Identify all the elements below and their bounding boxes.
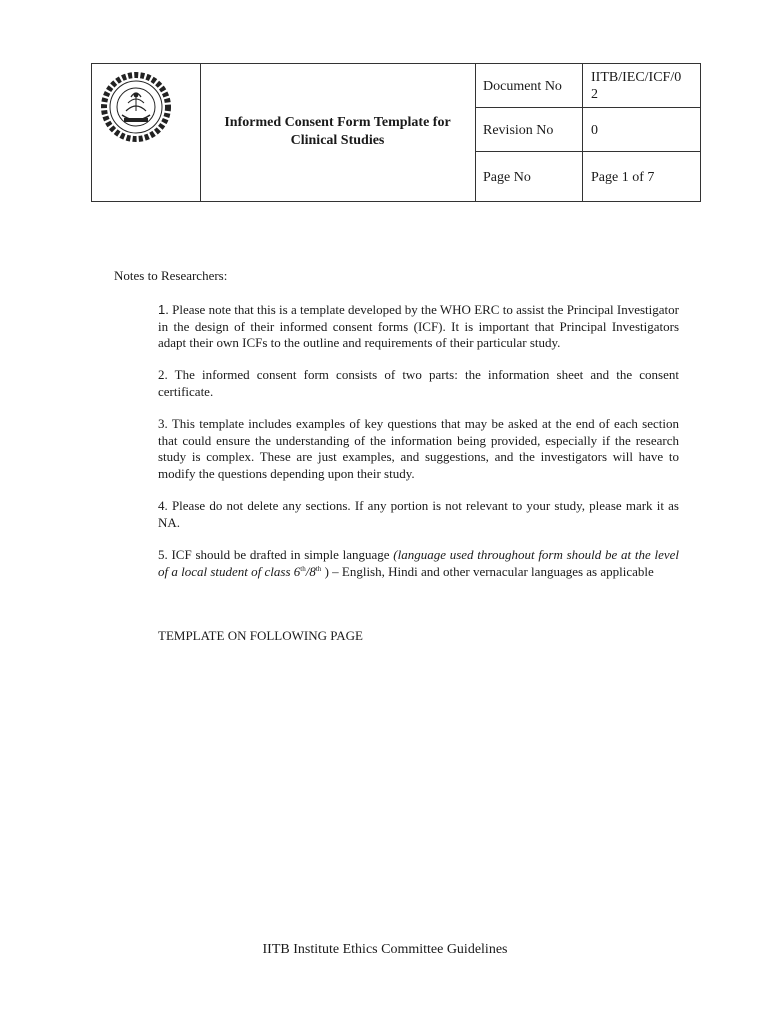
revision-no-row	[475, 108, 700, 152]
note-item-4: 4. Please do not delete any sections. If any portion is not relevant to your study, please mark it as NA.	[158, 498, 679, 530]
page-footer: IITB Institute Ethics Committee Guidelines	[262, 942, 508, 957]
page-no-label: Page No	[483, 170, 531, 185]
document-no-value-cont: 2	[591, 87, 598, 102]
page-no-value: Page 1 of 7	[591, 170, 655, 185]
page-no-row	[475, 152, 700, 201]
note-item-3: 3. This template includes examples of key questions that may be asked at the end of each section that could ensure the understanding of the information being provided, especially if the research study is complex. These are just examples, and suggestions, and the investigators will have to modify the questions depending upon their study.	[158, 416, 679, 481]
document-no-label: Document No	[483, 79, 562, 94]
revision-no-label: Revision No	[483, 123, 554, 138]
document-header-table	[91, 63, 701, 202]
note-item-2: 2. The informed consent form consists of two parts: the information sheet and the consent certificate.	[158, 367, 679, 399]
form-title: Informed Consent Form Template for Clinical Studies	[224, 115, 451, 148]
revision-no-value: 0	[591, 123, 598, 138]
logo-cell	[92, 64, 201, 201]
note-item-1: 1. Please note that this is a template developed by the WHO ERC to assist the Principal Investigator in the design of their informed consent forms (ICF). It is important that Principal Investigators adapt their own ICFs to the outline and requirements of their particular study.	[158, 302, 679, 350]
template-notice: TEMPLATE ON FOLLOWING PAGE	[158, 628, 363, 643]
notes-heading: Notes to Researchers:	[114, 268, 228, 283]
note-item-5: 5. ICF should be drafted in simple language (language used throughout form should be at the level of a local student of class 6th/8th ) – English, Hindi and other vernacular languages as applicable	[158, 547, 679, 579]
iitb-logo-icon	[98, 67, 174, 147]
title-cell	[200, 64, 476, 201]
document-no-value: IITB/IEC/ICF/0	[591, 70, 682, 85]
document-no-row	[475, 64, 700, 108]
